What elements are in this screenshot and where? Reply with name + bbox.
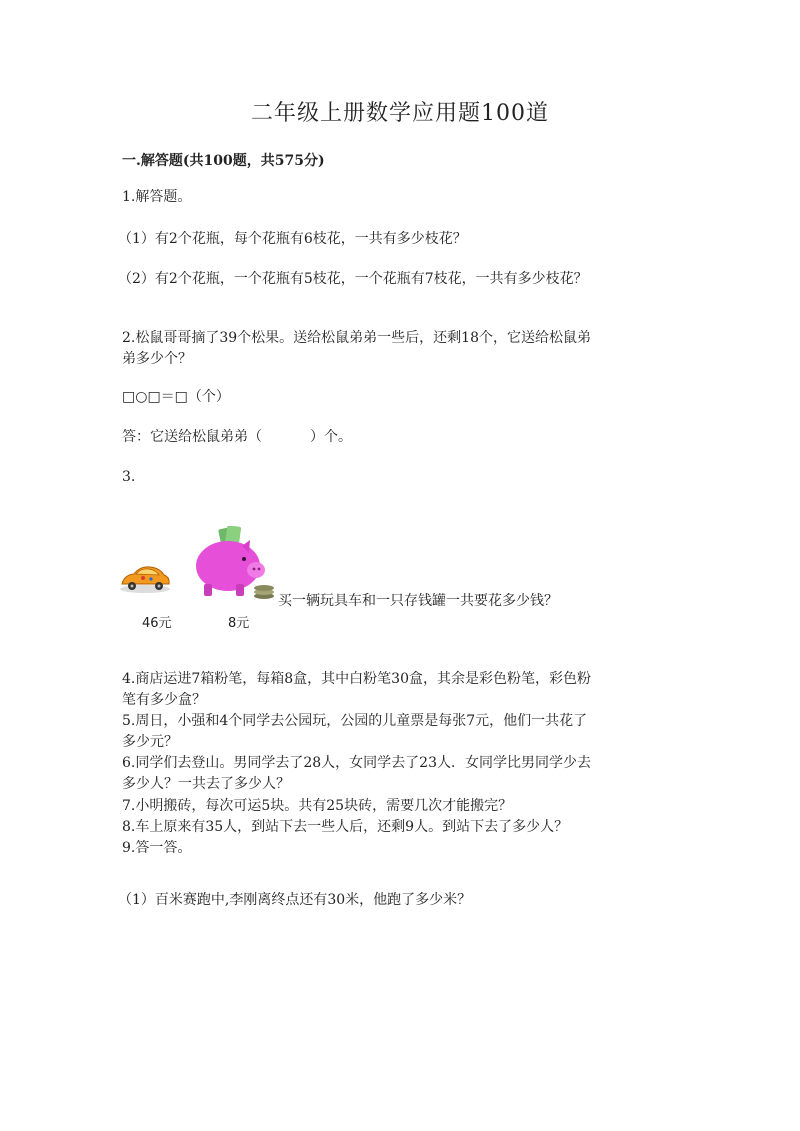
q7-line1: 7.小明搬砖，每次可运5块。共有25块砖，需要几次才能搬完？ [122, 798, 513, 814]
piggy-bank-image [192, 526, 276, 604]
page-title: 二年级上册数学应用题100道 [251, 101, 549, 126]
piggy-bank-price: 8元 [228, 616, 250, 631]
section-heading: 一.解答题(共100题，共575分) [122, 153, 325, 169]
q9-sub1: （1）百米赛跑中,李刚离终点还有30米，他跑了多少米？ [118, 892, 472, 908]
q1-heading: 1.解答题。 [122, 189, 192, 205]
q2-answer [122, 426, 352, 448]
q2-answer-suffix: ）个。 [310, 429, 352, 445]
q6-line1: 6.同学们去登山。男同学去了28人，女同学去了23人．女同学比男同学少去 [122, 755, 591, 771]
q3-question: 买一辆玩具车和一只存钱罐一共要花多少钱？ [278, 593, 558, 609]
q4-line2: 笔有多少盒？ [122, 692, 206, 708]
q5-line2: 多少元？ [122, 734, 178, 750]
toy-car-image [118, 562, 172, 594]
q2-answer-prefix: 答：它送给松鼠弟弟（ [122, 429, 262, 445]
q3-number: 3. [122, 469, 136, 485]
q2-line1: 2.松鼠哥哥摘了39个松果。送给松鼠弟弟一些后，还剩18个，它送给松鼠弟 [122, 330, 591, 346]
q9-heading: 9.答一答。 [122, 840, 192, 856]
q5-line1: 5.周日，小强和4个同学去公园玩，公园的儿童票是每张7元，他们一共花了 [122, 713, 588, 729]
q1-sub2: （2）有2个花瓶，一个花瓶有5枝花，一个花瓶有7枝花，一共有多少枝花？ [118, 271, 588, 287]
q8-line1: 8.车上原来有35人，到站下去一些人后，还剩9人。到站下去了多少人？ [122, 819, 569, 835]
car-price: 46元 [142, 616, 172, 631]
q2-formula: □○□＝□（个） [122, 389, 230, 405]
q2-line2: 弟多少个？ [122, 351, 192, 367]
q3-illustration [118, 520, 678, 635]
q4-line1: 4.商店运进7箱粉笔，每箱8盒，其中白粉笔30盒，其余是彩色粉笔，彩色粉 [122, 671, 591, 687]
q6-line2: 多少人？一共去了多少人？ [122, 776, 290, 792]
q1-sub1: （1）有2个花瓶，每个花瓶有6枝花，一共有多少枝花？ [118, 231, 467, 247]
